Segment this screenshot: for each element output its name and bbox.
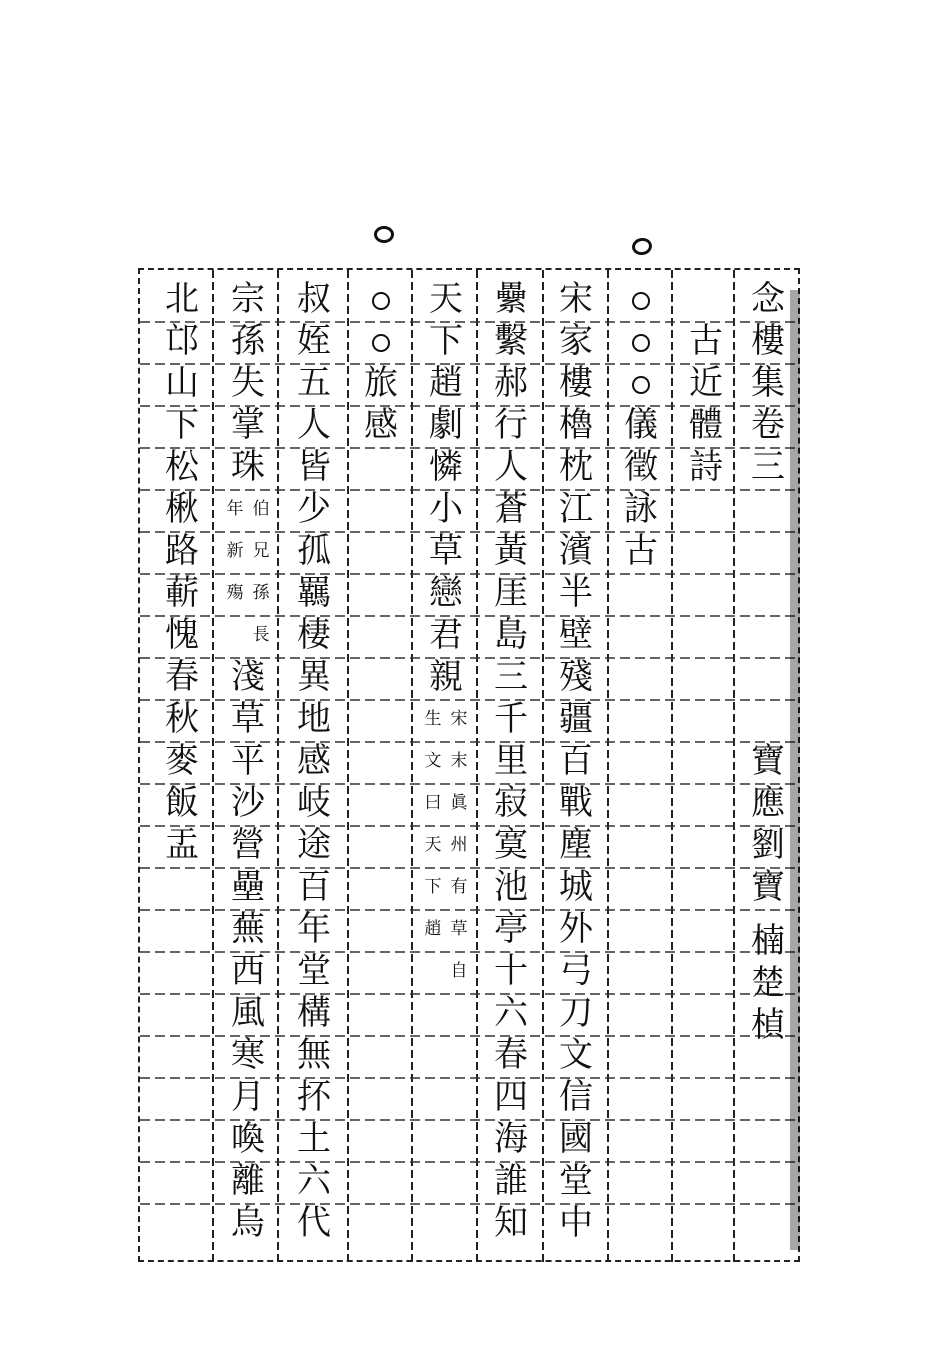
annotation-char: 兄 bbox=[252, 541, 270, 561]
poem-char: 草 bbox=[231, 699, 265, 739]
poem-char: 春 bbox=[165, 657, 199, 697]
poem-char: 皆 bbox=[297, 447, 331, 487]
circle-icon bbox=[372, 334, 390, 352]
poem-char: 池 bbox=[494, 867, 528, 907]
annotation-pair bbox=[416, 698, 476, 740]
poem-char: 山 bbox=[165, 363, 199, 403]
poem-char: 枕 bbox=[559, 447, 593, 487]
circle-icon bbox=[632, 376, 650, 394]
poem-char: 半 bbox=[559, 573, 593, 613]
poem-char: 姪 bbox=[297, 321, 331, 361]
poem-char: 親 bbox=[429, 657, 463, 697]
poem-char: 人 bbox=[494, 447, 528, 487]
poem-char: 小 bbox=[429, 489, 463, 529]
annotation-char: 殤 bbox=[226, 583, 244, 603]
circle-icon bbox=[632, 334, 650, 352]
poem-char: 代 bbox=[297, 1203, 331, 1243]
poem-char: 感 bbox=[297, 741, 331, 781]
poem-char: 孤 bbox=[297, 531, 331, 571]
poem-char: 珠 bbox=[231, 447, 265, 487]
poem-char: 誰 bbox=[494, 1161, 528, 1201]
poem-char: 掌 bbox=[231, 405, 265, 445]
column-poem-line-1 bbox=[546, 278, 606, 1244]
poem-char: 春 bbox=[494, 1035, 528, 1075]
annotation-char: 州 bbox=[450, 835, 468, 855]
annotation-char: 趙 bbox=[424, 919, 442, 939]
column-author bbox=[738, 740, 798, 1046]
poem-char: 塵 bbox=[559, 825, 593, 865]
annotation-char: 自 bbox=[450, 961, 468, 981]
poem-char: 路 bbox=[165, 531, 199, 571]
poem-char: 戀 bbox=[429, 573, 463, 613]
annotation-char: 草 bbox=[450, 919, 468, 939]
column-poem-line-4 bbox=[284, 278, 344, 1244]
annotation-char: 曰 bbox=[424, 793, 442, 813]
author-char: 楚 bbox=[751, 963, 785, 1003]
poem-char: 月 bbox=[231, 1077, 265, 1117]
poem-char: 里 bbox=[494, 741, 528, 781]
annotation-pair bbox=[416, 950, 476, 992]
annotation-char: 伯 bbox=[252, 499, 270, 519]
poem-char: 宗 bbox=[231, 279, 265, 319]
poem-char: 櫓 bbox=[559, 405, 593, 445]
poem-char: 途 bbox=[297, 825, 331, 865]
poem-char: 邙 bbox=[165, 321, 199, 361]
heading-char: 近 bbox=[689, 363, 723, 403]
column-poem-title-1 bbox=[611, 278, 671, 572]
poem-char: 千 bbox=[494, 699, 528, 739]
poem-char: 年 bbox=[297, 909, 331, 949]
annotation-pair bbox=[416, 908, 476, 950]
poem-char: 樓 bbox=[559, 363, 593, 403]
heading-char: 詩 bbox=[689, 447, 723, 487]
poem-char: 城 bbox=[559, 867, 593, 907]
poem-char: 國 bbox=[559, 1119, 593, 1159]
poem-char: 天 bbox=[429, 279, 463, 319]
column-poem-title-2 bbox=[351, 278, 411, 446]
annotation-char: 文 bbox=[424, 751, 442, 771]
column-section-heading bbox=[676, 278, 736, 488]
poem-char: 百 bbox=[297, 867, 331, 907]
author-char: 楠 bbox=[751, 921, 785, 961]
poem-title-char: 古 bbox=[624, 531, 658, 571]
annotation-char: 有 bbox=[450, 877, 468, 897]
author-char: 寶 bbox=[751, 741, 785, 781]
poem-char: 岐 bbox=[297, 783, 331, 823]
poem-char: 飯 bbox=[165, 783, 199, 823]
annotation-char: 生 bbox=[424, 709, 442, 729]
annotation-pair bbox=[218, 530, 278, 572]
poem-char: 離 bbox=[231, 1161, 265, 1201]
annotation-pair bbox=[416, 782, 476, 824]
poem-char: 平 bbox=[231, 741, 265, 781]
poem-char: 蕪 bbox=[231, 909, 265, 949]
poem-title-char: 儀 bbox=[624, 405, 658, 445]
poem-title-char: 詠 bbox=[624, 489, 658, 529]
poem-char: 喚 bbox=[231, 1119, 265, 1159]
poem-char: 十 bbox=[494, 951, 528, 991]
poem-char: 草 bbox=[429, 531, 463, 571]
poem-char: 中 bbox=[559, 1203, 593, 1243]
column-poem-line-3 bbox=[416, 278, 476, 992]
poem-char: 行 bbox=[494, 405, 528, 445]
poem-char: 棲 bbox=[297, 615, 331, 655]
annotation-char: 新 bbox=[226, 541, 244, 561]
poem-char: 寂 bbox=[494, 783, 528, 823]
poem-char: 盂 bbox=[165, 825, 199, 865]
poem-char: 孫 bbox=[231, 321, 265, 361]
poem-char: 憐 bbox=[429, 447, 463, 487]
poem-char: 松 bbox=[165, 447, 199, 487]
poem-char: 六 bbox=[494, 993, 528, 1033]
column-poem-line-2 bbox=[481, 278, 541, 1244]
title-char: 卷 bbox=[751, 405, 785, 445]
annotation-pair bbox=[416, 824, 476, 866]
poem-char: 外 bbox=[559, 909, 593, 949]
title-char: 三 bbox=[751, 447, 785, 487]
poem-char: 下 bbox=[429, 321, 463, 361]
poem-char: 六 bbox=[297, 1161, 331, 1201]
poem-char: 抔 bbox=[297, 1077, 331, 1117]
annotation-char: 宋 bbox=[450, 709, 468, 729]
poem-char: 文 bbox=[559, 1035, 593, 1075]
poem-char: 弓 bbox=[559, 951, 593, 991]
poem-char: 營 bbox=[231, 825, 265, 865]
poem-char: 三 bbox=[494, 657, 528, 697]
circle-char bbox=[611, 362, 671, 404]
poem-char: 疆 bbox=[559, 699, 593, 739]
poem-char: 君 bbox=[429, 615, 463, 655]
poem-char: 劇 bbox=[429, 405, 463, 445]
poem-char: 宋 bbox=[559, 279, 593, 319]
heading-char: 古 bbox=[689, 321, 723, 361]
annotation-char: 年 bbox=[226, 499, 244, 519]
column-poem-line-6 bbox=[152, 278, 212, 866]
poem-char: 纍 bbox=[494, 279, 528, 319]
column-poem-line-5 bbox=[218, 278, 278, 1244]
title-char: 集 bbox=[751, 363, 785, 403]
poem-char: 江 bbox=[559, 489, 593, 529]
poem-char: 知 bbox=[494, 1203, 528, 1243]
heading-char: 體 bbox=[689, 405, 723, 445]
poem-title-char: 旅 bbox=[364, 363, 398, 403]
poem-char: 楸 bbox=[165, 489, 199, 529]
poem-char: 堂 bbox=[297, 951, 331, 991]
author-char: 劉 bbox=[751, 825, 785, 865]
annotation-char: 末 bbox=[450, 751, 468, 771]
poem-char: 少 bbox=[297, 489, 331, 529]
poem-char: 叔 bbox=[297, 279, 331, 319]
annotation-pair bbox=[218, 572, 278, 614]
circle-char bbox=[611, 320, 671, 362]
poem-char: 沙 bbox=[231, 783, 265, 823]
circle-char bbox=[611, 278, 671, 320]
poem-char: 戰 bbox=[559, 783, 593, 823]
author-char: 寶 bbox=[751, 867, 785, 907]
poem-char: 刀 bbox=[559, 993, 593, 1033]
poem-char: 羈 bbox=[297, 573, 331, 613]
poem-char: 風 bbox=[231, 993, 265, 1033]
annotation-pair bbox=[218, 614, 278, 656]
poem-char: 下 bbox=[165, 405, 199, 445]
poem-char: 海 bbox=[494, 1119, 528, 1159]
poem-char: 壘 bbox=[231, 867, 265, 907]
poem-char: 堂 bbox=[559, 1161, 593, 1201]
poem-char: 土 bbox=[297, 1119, 331, 1159]
poem-char: 北 bbox=[165, 279, 199, 319]
circle-icon bbox=[632, 292, 650, 310]
annotation-char: 天 bbox=[424, 835, 442, 855]
annotation-char: 長 bbox=[252, 625, 270, 645]
annotation-pair bbox=[416, 866, 476, 908]
poem-char: 亭 bbox=[494, 909, 528, 949]
poem-char: 地 bbox=[297, 699, 331, 739]
annotation-char: 孫 bbox=[252, 583, 270, 603]
heading-char bbox=[676, 278, 736, 320]
poem-title-char: 感 bbox=[364, 405, 398, 445]
annotation-char: 下 bbox=[424, 877, 442, 897]
title-char: 樓 bbox=[751, 321, 785, 361]
poem-char: 壁 bbox=[559, 615, 593, 655]
circle-icon bbox=[372, 292, 390, 310]
poem-char: 麥 bbox=[165, 741, 199, 781]
poem-char: 趙 bbox=[429, 363, 463, 403]
poem-char: 家 bbox=[559, 321, 593, 361]
poem-char: 人 bbox=[297, 405, 331, 445]
title-char: 念 bbox=[751, 279, 785, 319]
poem-char: 繫 bbox=[494, 321, 528, 361]
author-char: 應 bbox=[751, 783, 785, 823]
poem-char: 愧 bbox=[165, 615, 199, 655]
poem-char: 西 bbox=[231, 951, 265, 991]
poem-char: 島 bbox=[494, 615, 528, 655]
poem-char: 秋 bbox=[165, 699, 199, 739]
poem-char: 黃 bbox=[494, 531, 528, 571]
poem-char: 淺 bbox=[231, 657, 265, 697]
poem-char: 信 bbox=[559, 1077, 593, 1117]
author-char: 楨 bbox=[751, 1005, 785, 1045]
poem-title-char: 徵 bbox=[624, 447, 658, 487]
poem-char: 寞 bbox=[494, 825, 528, 865]
poem-char: 寒 bbox=[231, 1035, 265, 1075]
circle-char bbox=[351, 320, 411, 362]
poem-char: 五 bbox=[297, 363, 331, 403]
column-title bbox=[738, 278, 798, 488]
poem-char: 失 bbox=[231, 363, 265, 403]
poem-char: 百 bbox=[559, 741, 593, 781]
poem-char: 厓 bbox=[494, 573, 528, 613]
poem-char: 蔪 bbox=[165, 573, 199, 613]
poem-char: 四 bbox=[494, 1077, 528, 1117]
poem-char: 郝 bbox=[494, 363, 528, 403]
annotation-pair bbox=[218, 488, 278, 530]
annotation-pair bbox=[416, 740, 476, 782]
poem-char: 濱 bbox=[559, 531, 593, 571]
poem-char: 蒼 bbox=[494, 489, 528, 529]
annotation-char: 眞 bbox=[450, 793, 468, 813]
poem-char: 殘 bbox=[559, 657, 593, 697]
circle-char bbox=[351, 278, 411, 320]
poem-char: 烏 bbox=[231, 1203, 265, 1243]
poem-char: 無 bbox=[297, 1035, 331, 1075]
poem-char: 構 bbox=[297, 993, 331, 1033]
poem-char: 異 bbox=[297, 657, 331, 697]
